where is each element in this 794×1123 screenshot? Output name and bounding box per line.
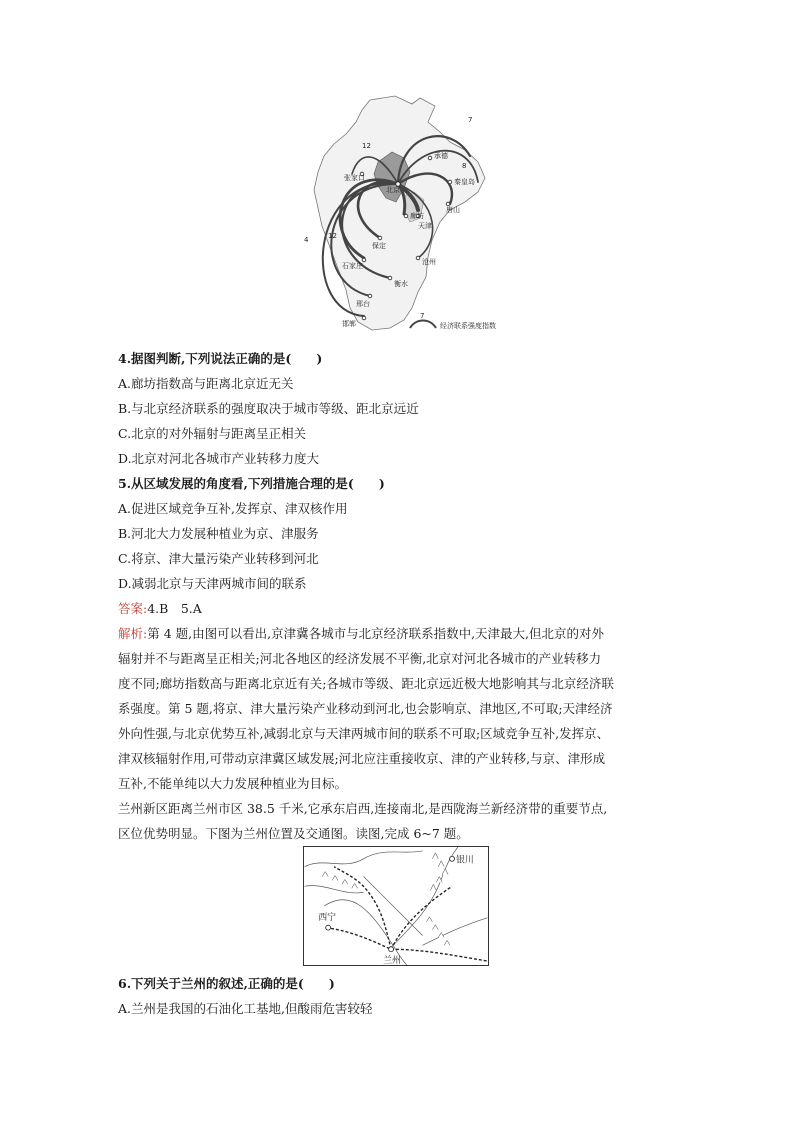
label-zhangjiakou: 张家口	[344, 174, 365, 182]
jingjinji-linkage-map	[300, 92, 510, 342]
label-lanzhou: 兰州	[383, 956, 401, 966]
label-tangshan: 唐山	[446, 206, 460, 214]
answer-label: 答案:	[118, 601, 148, 616]
railway-lanzhou-north	[334, 867, 391, 950]
question-6-stem: 6.下列关于兰州的叙述,正确的是( )	[118, 976, 335, 991]
label-shijiazhuang: 石家庄	[342, 262, 363, 270]
analysis-line-2: 辐射并不与距离呈正相关;河北各地区的经济发展不平衡,北京对河北各城市的产业转移力	[118, 651, 602, 666]
label-yinchuan: 银川	[455, 855, 474, 866]
arc-number: 12	[328, 232, 337, 240]
q4-option-c: C.北京的对外辐射与距离呈正相关	[118, 426, 307, 441]
analysis-line-1	[118, 625, 604, 643]
legend-number: 7	[420, 312, 425, 320]
label-beijing: 北京	[386, 186, 400, 194]
lanzhou-transport-map	[303, 846, 489, 966]
q4-option-d: D.北京对河北各城市产业转移力度大	[118, 451, 320, 466]
arc-number: 7	[468, 116, 473, 124]
q5-option-d: D.减弱北京与天津两城市间的联系	[118, 576, 307, 591]
intro-line-2: 区位优势明显。下图为兰州位置及交通图。读图,完成 6~7 题。	[118, 826, 469, 841]
label-handan: 邯郸	[342, 320, 356, 328]
q4-option-a: A.廊坊指数高与距离北京近无关	[118, 376, 294, 391]
q5-option-c: C.将京、津大量污染产业转移到河北	[118, 551, 319, 566]
answer-text: 4.B 5.A	[147, 601, 202, 616]
label-cangzhou: 沧州	[422, 258, 436, 266]
analysis-label: 解析:	[118, 626, 148, 641]
label-xingtai: 邢台	[356, 300, 370, 308]
analysis-line-5: 外向性强,与北京优势互补,减弱北京与天津两城市间的联系不可取;区域竞争互补,发挥京、	[118, 726, 610, 741]
label-qinhuangdao: 秦皇岛	[454, 178, 475, 186]
arc-number: 12	[362, 142, 371, 150]
question-4-stem: 4.据图判断,下列说法正确的是( )	[118, 351, 323, 366]
q6-option-a: A.兰州是我国的石油化工基地,但酸雨危害较轻	[118, 1001, 373, 1016]
analysis-line-7: 互补,不能单纯以大力发展种植业为目标。	[118, 776, 347, 791]
railway-lanzhou-yinchuan	[391, 886, 452, 949]
analysis-line-6: 津双核辐射作用,可带动京津冀区域发展;河北应注重接收京、津的产业转移,与京、津形成	[118, 751, 606, 766]
q5-option-a: A.促进区域竞争互补,发挥京、津双核作用	[118, 501, 348, 516]
legend-arc-icon	[410, 321, 436, 329]
label-langfang: 廊坊	[410, 212, 424, 220]
label-hengshui: 衡水	[394, 280, 408, 288]
label-baoding: 保定	[372, 242, 386, 250]
analysis-line-4: 系强度。第 5 题,将京、津大量污染产业移动到河北,也会影响京、津地区,不可取;天津经济	[118, 701, 613, 716]
legend-label: 经济联系强度指数	[440, 322, 496, 330]
analysis-text: 第 4 题,由图可以看出,京津冀各城市与北京经济联系指数中,天津最大,但北京的对外	[147, 626, 605, 641]
intro-line-1: 兰州新区距离兰州市区 38.5 千米,它承东启西,连接南北,是西陇海兰新经济带的重要节点,	[118, 801, 608, 816]
q5-option-b: B.河北大力发展种植业为京、津服务	[118, 526, 319, 541]
arc-number: 8	[462, 162, 467, 170]
label-tianjin: 天津	[418, 222, 432, 230]
railway-lanzhou-east	[391, 949, 487, 961]
label-chengde: 承德	[434, 152, 448, 160]
arc-number: 4	[304, 236, 309, 244]
label-xining: 西宁	[318, 912, 337, 923]
analysis-line-3: 度不同;廊坊指数高与距离北京近有关;各城市等级、距北京远近极大地影响其与北京经济联	[118, 676, 614, 691]
answer-line	[118, 600, 202, 618]
railway-xining-lanzhou	[326, 928, 391, 950]
question-5-stem: 5.从区域发展的角度看,下列措施合理的是( )	[118, 476, 385, 491]
q4-option-b: B.与北京经济联系的强度取决于城市等级、距北京远近	[118, 401, 419, 416]
